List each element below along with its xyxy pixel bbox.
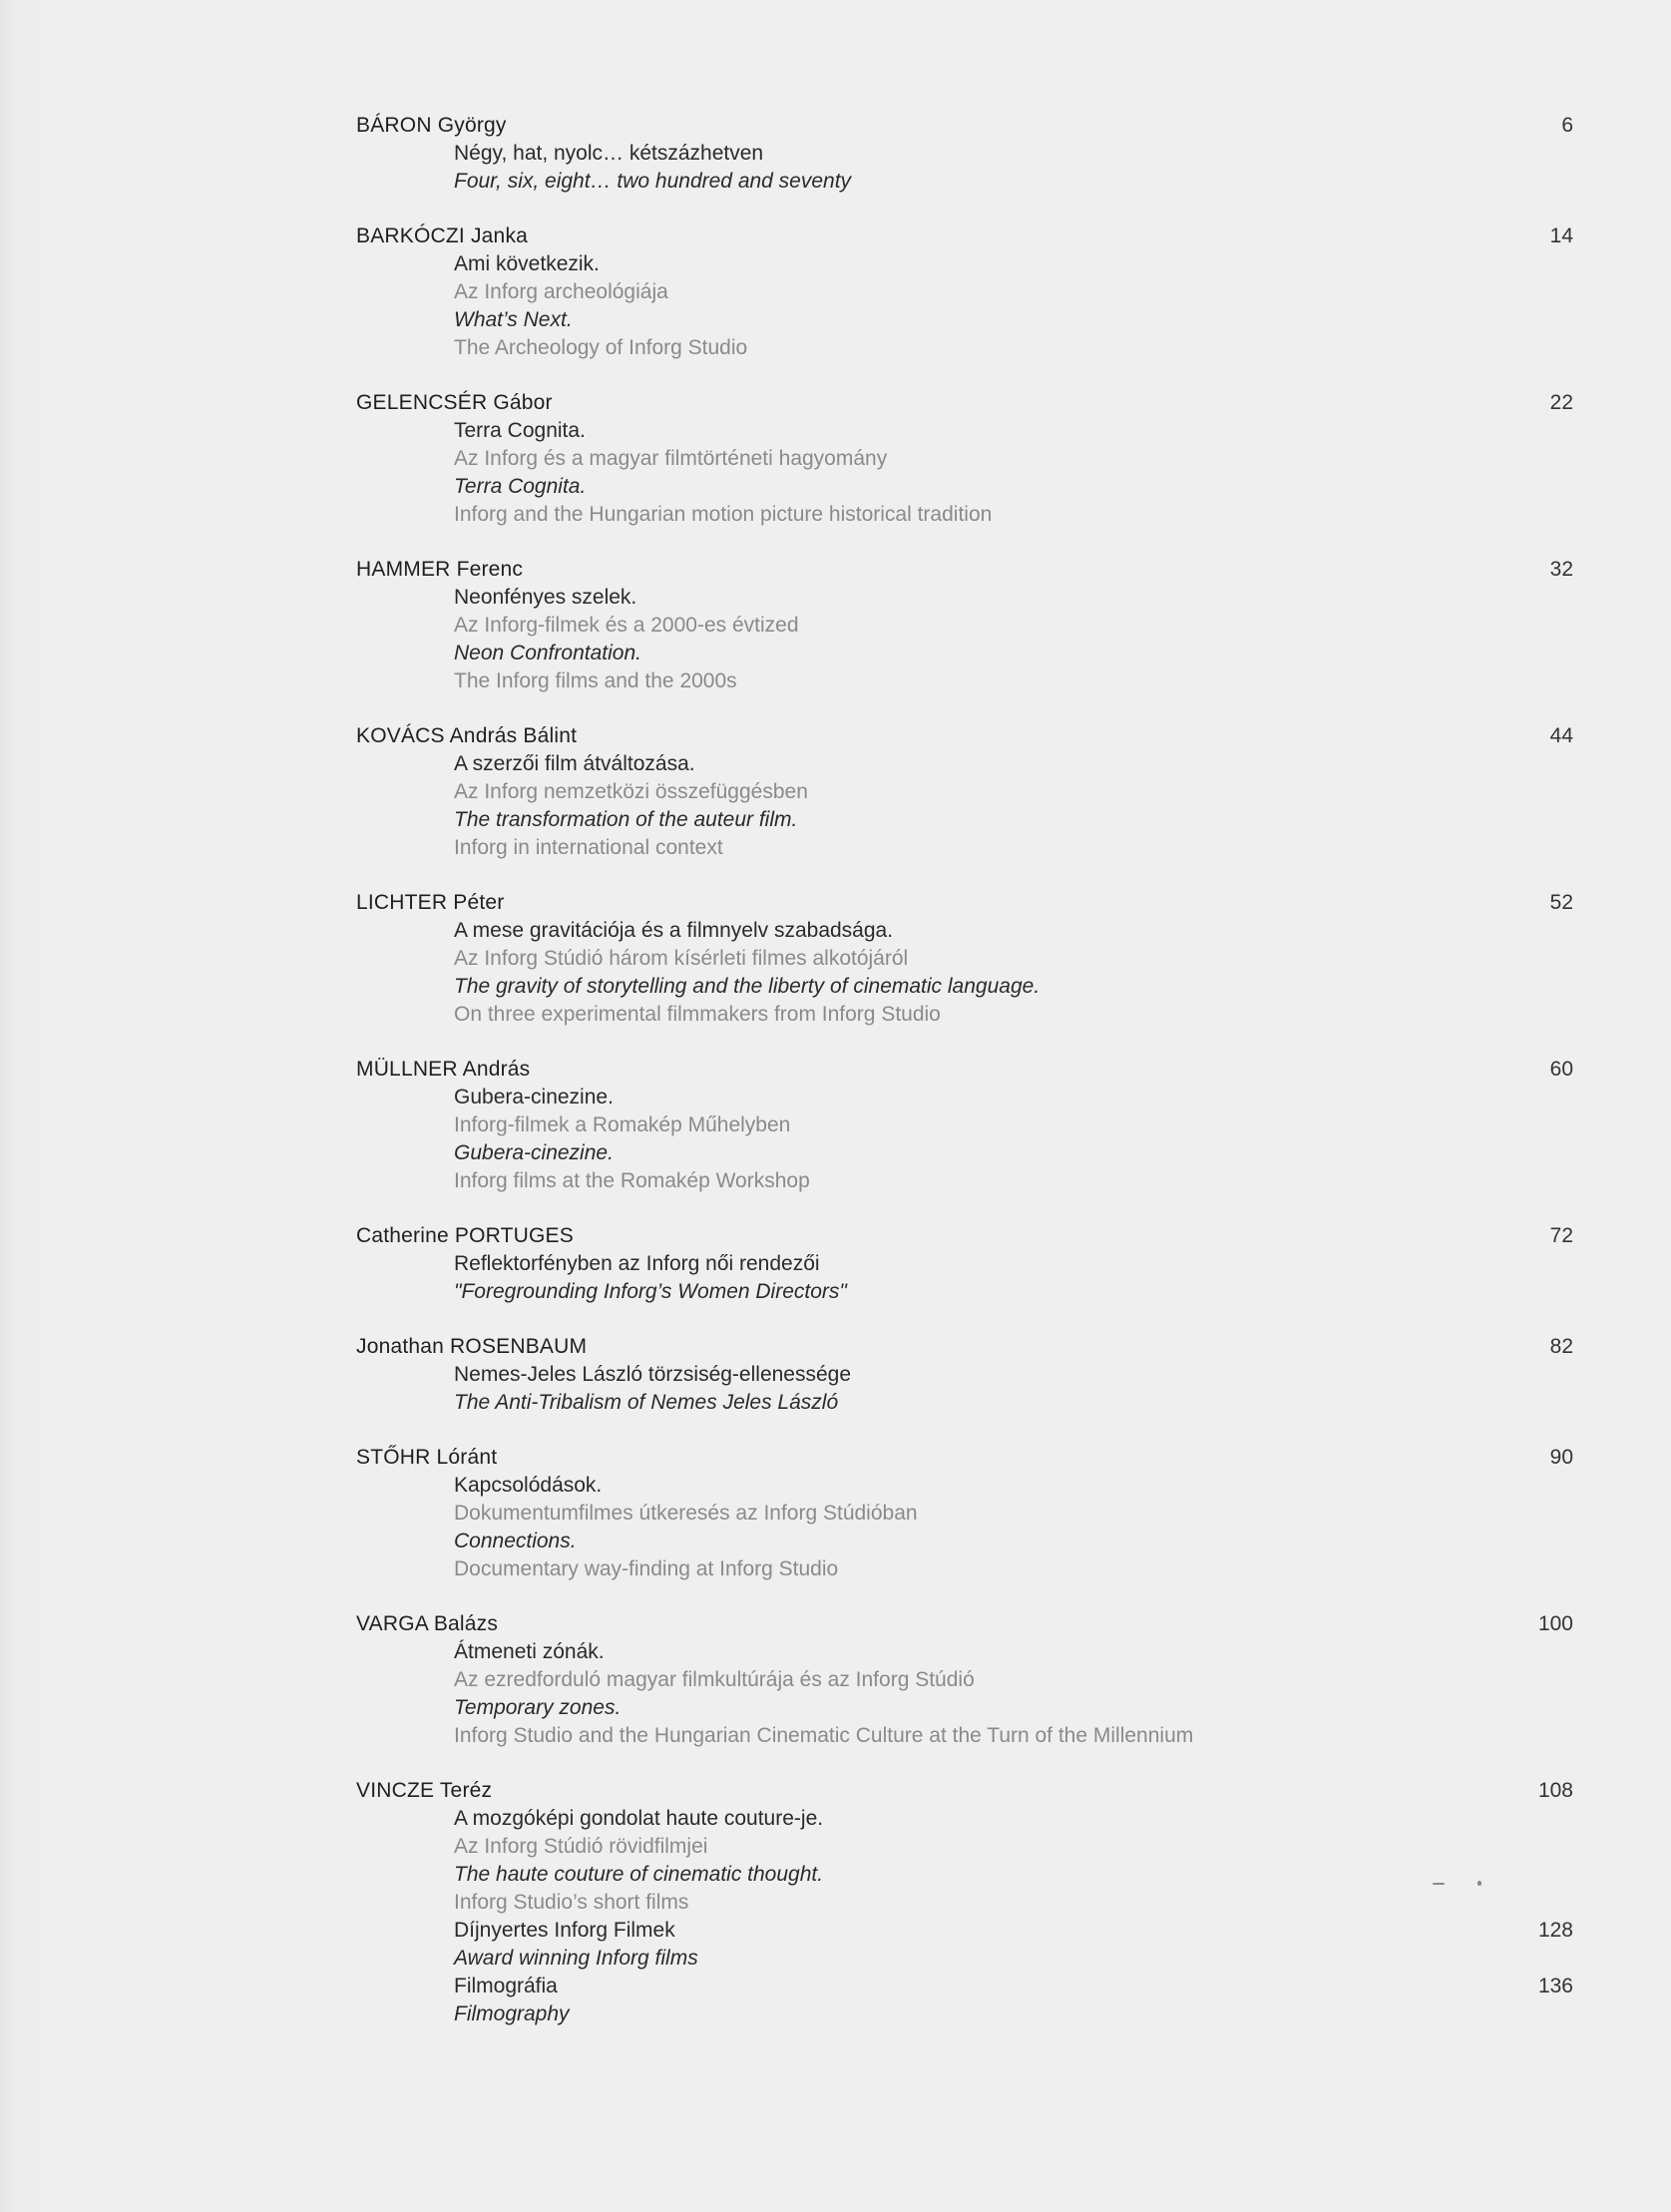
toc-title-line: Terra Cognita. bbox=[454, 475, 587, 498]
page-number: 22 bbox=[1549, 391, 1573, 414]
print-speck bbox=[1433, 1883, 1445, 1885]
toc-entry bbox=[356, 1610, 1573, 1750]
toc-title-line: Inforg Studio’s short films bbox=[454, 1891, 689, 1914]
toc-title-line: Az Inforg Stúdió három kísérleti filmes alkotójáról bbox=[454, 947, 909, 970]
author-name: Jonathan ROSENBAUM bbox=[356, 1335, 588, 1358]
toc-entry-header bbox=[356, 1222, 1573, 1250]
toc-title-line: A mese gravitációja és a filmnyelv szabadsága. bbox=[454, 919, 894, 942]
toc-entry bbox=[356, 112, 1573, 196]
toc-entry bbox=[356, 1444, 1573, 1583]
page-number: 108 bbox=[1537, 1779, 1573, 1802]
appendix-title bbox=[356, 1973, 1573, 2000]
toc-entry-header bbox=[356, 1777, 1573, 1805]
toc-entry bbox=[356, 1777, 1573, 2028]
toc-title-line: Reflektorfényben az Inforg női rendezői bbox=[454, 1252, 820, 1275]
page-number: 100 bbox=[1537, 1612, 1573, 1635]
toc-title-line: Four, six, eight… two hundred and seventy bbox=[454, 170, 852, 193]
toc-title-line: Inforg Studio and the Hungarian Cinematic Culture at the Turn of the Millennium bbox=[454, 1724, 1194, 1747]
toc-title-line: Dokumentumfilmes útkeresés az Inforg Stúdióban bbox=[454, 1502, 918, 1525]
toc-entry-header bbox=[356, 1333, 1573, 1361]
toc-entry-header bbox=[356, 1056, 1573, 1084]
toc-title-line: Documentary way-finding at Inforg Studio bbox=[454, 1557, 839, 1580]
toc-title-line: Átmeneti zónák. bbox=[454, 1640, 605, 1663]
toc-entry bbox=[356, 389, 1573, 529]
page-number: 52 bbox=[1549, 891, 1573, 914]
page-number: 136 bbox=[1537, 1975, 1573, 1997]
author-name: LICHTER Péter bbox=[356, 891, 505, 914]
page-number: 6 bbox=[1561, 114, 1573, 137]
toc-title-line: "Foregrounding Inforg’s Women Directors" bbox=[454, 1280, 847, 1303]
author-name: Catherine PORTUGES bbox=[356, 1224, 574, 1247]
author-name: BARKÓCZI Janka bbox=[356, 224, 529, 247]
toc-entry-header bbox=[356, 722, 1573, 750]
toc-title-line: Az Inforg nemzetközi összefüggésben bbox=[454, 780, 808, 803]
toc-title-line: Neonfényes szelek. bbox=[454, 586, 637, 609]
toc-title-line: The Inforg films and the 2000s bbox=[454, 669, 737, 692]
toc-entry bbox=[356, 722, 1573, 862]
toc-title-line: Gubera-cinezine. bbox=[454, 1086, 614, 1108]
toc-entry-header bbox=[356, 112, 1573, 140]
author-name: KOVÁCS András Bálint bbox=[356, 724, 578, 747]
toc-entry bbox=[356, 556, 1573, 695]
toc-title-line: Gubera-cinezine. bbox=[454, 1141, 614, 1164]
toc-entry bbox=[356, 1333, 1573, 1417]
toc-title-line: Temporary zones. bbox=[454, 1696, 622, 1719]
table-of-contents bbox=[356, 112, 1573, 2055]
toc-entry-header bbox=[356, 222, 1573, 250]
page-number: 90 bbox=[1549, 1446, 1573, 1469]
toc-entry bbox=[356, 222, 1573, 362]
toc-title-line: The Archeology of Inforg Studio bbox=[454, 336, 748, 359]
toc-title-line: Az ezredforduló magyar filmkultúrája és az Inforg Stúdió bbox=[454, 1668, 975, 1691]
appendix-subtitle: Filmography bbox=[454, 2002, 570, 2025]
page-number: 128 bbox=[1537, 1919, 1573, 1942]
page-number: 60 bbox=[1549, 1058, 1573, 1081]
toc-entry-header bbox=[356, 889, 1573, 917]
toc-title-line: On three experimental filmmakers from Inforg Studio bbox=[454, 1003, 941, 1026]
toc-title-line: Négy, hat, nyolc… kétszázhetven bbox=[454, 142, 764, 165]
toc-entry-header bbox=[356, 1610, 1573, 1638]
toc-title-line: The gravity of storytelling and the liberty of cinematic language. bbox=[454, 975, 1041, 998]
toc-title-line: The haute couture of cinematic thought. bbox=[454, 1863, 824, 1886]
toc-title-line: Terra Cognita. bbox=[454, 419, 586, 442]
toc-title-line: A szerzői film átváltozása. bbox=[454, 752, 695, 775]
toc-title-line: Inforg in international context bbox=[454, 836, 723, 859]
toc-entry bbox=[356, 1222, 1573, 1306]
page-number: 82 bbox=[1549, 1335, 1573, 1358]
toc-title-line: Az Inforg Stúdió rövidfilmjei bbox=[454, 1835, 708, 1858]
toc-title-line: What’s Next. bbox=[454, 308, 573, 331]
page-number: 14 bbox=[1549, 224, 1573, 247]
toc-title-line: Az Inforg és a magyar filmtörténeti hagyomány bbox=[454, 447, 888, 470]
toc-title-line: A mozgóképi gondolat haute couture-je. bbox=[454, 1807, 824, 1830]
toc-entry-header bbox=[356, 1444, 1573, 1472]
appendix-subtitle: Award winning Inforg films bbox=[454, 1947, 698, 1970]
page-number: 72 bbox=[1549, 1224, 1573, 1247]
toc-title-line: Az Inforg-filmek és a 2000-es évtized bbox=[454, 614, 799, 637]
toc-entry-header bbox=[356, 556, 1573, 584]
toc-title-line: Inforg-filmek a Romakép Műhelyben bbox=[454, 1113, 791, 1136]
toc-title-line: The Anti-Tribalism of Nemes Jeles László bbox=[454, 1391, 839, 1414]
toc-title-line: Nemes-Jeles László törzsiség-ellenessége bbox=[454, 1363, 852, 1386]
toc-title-line: Inforg and the Hungarian motion picture historical tradition bbox=[454, 503, 993, 526]
print-speck bbox=[1477, 1881, 1481, 1886]
author-name: GELENCSÉR Gábor bbox=[356, 391, 553, 414]
page-number: 32 bbox=[1549, 558, 1573, 581]
author-name: VARGA Balázs bbox=[356, 1612, 499, 1635]
toc-title-line: Ami következik. bbox=[454, 252, 600, 275]
toc-entry bbox=[356, 889, 1573, 1029]
author-name: MÜLLNER András bbox=[356, 1058, 531, 1081]
appendix-title-text: Filmográfia bbox=[454, 1975, 558, 1997]
toc-title-line: The transformation of the auteur film. bbox=[454, 808, 798, 831]
author-name: STŐHR Lóránt bbox=[356, 1446, 498, 1469]
page-number: 44 bbox=[1549, 724, 1573, 747]
toc-title-line: Neon Confrontation. bbox=[454, 642, 641, 664]
author-name: BÁRON György bbox=[356, 114, 507, 137]
appendix-title bbox=[356, 1917, 1573, 1945]
toc-entry-header bbox=[356, 389, 1573, 417]
appendix-title-text: Díjnyertes Inforg Filmek bbox=[454, 1919, 675, 1942]
toc-title-line: Connections. bbox=[454, 1530, 577, 1552]
toc-title-line: Az Inforg archeológiája bbox=[454, 280, 668, 303]
author-name: HAMMER Ferenc bbox=[356, 558, 524, 581]
author-name: VINCZE Teréz bbox=[356, 1779, 493, 1802]
toc-title-line: Kapcsolódások. bbox=[454, 1474, 603, 1497]
toc-title-line: Inforg films at the Romakép Workshop bbox=[454, 1169, 810, 1192]
toc-entry bbox=[356, 1056, 1573, 1195]
